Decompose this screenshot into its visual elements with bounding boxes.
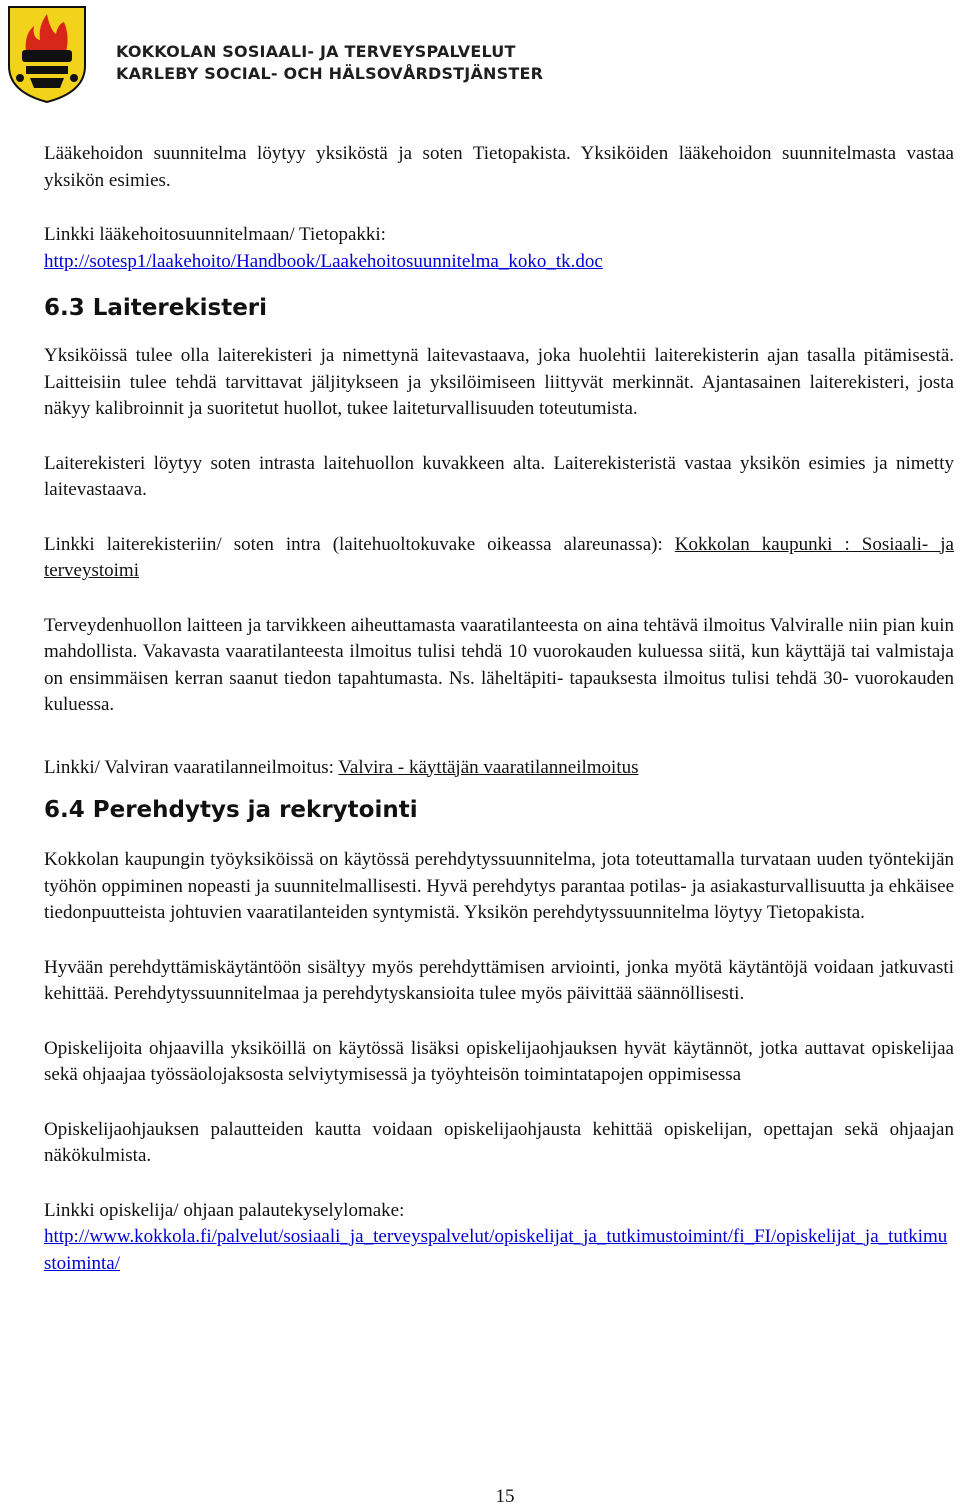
paragraph-incident-reporting: Terveydenhuollon laitteen ja tarvikkeen aiheuttamasta vaaratilanteesta on aina tehtävä ilmoitus Valviralle niin pian kuin mahdollista. Vakavasta vaaratilanteesta ilmoitus tulisi tehdä 10 vuorokauden kuluessa siitä, kun käyttäjä tai valmistaja on ensimmäisen kerran saanut tiedon tapahtumasta. Ns. läheltäpiti- tapauksesta ilmoitus tulisi tehdä 30- vuorokauden kuluessa. bbox=[44, 614, 954, 715]
paragraph-medication-plan-link bbox=[44, 222, 954, 275]
valvira-incident-report-link[interactable]: Valvira - käyttäjän vaaratilanneilmoitus bbox=[338, 756, 639, 778]
paragraph-valvira-link bbox=[44, 755, 954, 782]
paragraph-orientation-evaluation: Hyvään perehdyttämiskäytäntöön sisältyy myös perehdyttämisen arviointi, jonka myötä käytäntöjä voidaan jatkuvasti kehittää. Perehdytyssuunnitelmaa ja perehdytyskansioita tulee myös päivittää säännöllisesti. bbox=[44, 956, 954, 1004]
paragraph-orientation-plan: Kokkolan kaupungin työyksiköissä on käytössä perehdytyssuunnitelma, jota toteuttamalla turvataan uuden työntekijän työhön oppiminen nopeasti ja suunnitelmallisesti. Hyvä perehdytys parantaa potilas- ja asiakasturvallisuutta ja ehkäisee tiedonpuutteista johtuvien vaaratilanteiden syntymistä. Yksikön perehdytyssuunnitelma löytyy Tietopakista. bbox=[44, 849, 954, 923]
page-number: 15 bbox=[495, 1486, 515, 1507]
city-coat-of-arms-logo bbox=[6, 4, 88, 104]
paragraph-medication-plan: Lääkehoidon suunnitelma löytyy yksiköstä ja soten Tietopakista. Yksiköiden lääkehoidon suunnitelmasta vastaa yksikön esimies. bbox=[44, 143, 954, 191]
paragraph-student-guidance: Opiskelijoita ohjaavilla yksiköillä on käytössä lisäksi opiskelijaohjauksen hyvät käytännöt, jotka auttavat opiskelijaa sekä ohjaajaa työssäolojaksosta selviytymisessä ja työyhteisön toimintatapojen oppimisessa bbox=[44, 1037, 954, 1085]
document-body bbox=[44, 141, 954, 1277]
device-register-link[interactable]: Kokkolan kaupunki : Sosiaali- ja terveystoimi bbox=[44, 533, 954, 581]
paragraph-device-register-location: Laiterekisteri löytyy soten intrasta laitehuollon kuvakkeen alta. Laiterekisteristä vastaa yksikön esimies ja nimetty laitevastaava. bbox=[44, 452, 954, 500]
valvira-link-label: Linkki/ Valviran vaaratilanneilmoitus: bbox=[44, 756, 334, 778]
paragraph-device-register-link bbox=[44, 532, 954, 585]
medication-plan-link-label: Linkki lääkehoitosuunnitelmaan/ Tietopakki: bbox=[44, 224, 386, 245]
paragraph-device-register: Yksiköissä tulee olla laiterekisteri ja nimettynä laitevastaava, joka huolehtii laiterekisterin ajan tasalla pitämisestä. Laitteisiin tulee tehdä tarvittavat jäljitykseen ja yksilöimiseen liittyvät merkinnät. Ajantasainen laiterekisteri, josta näkyy kalibroinnit ja suoritetut huollot, tukee laiteturvallisuuden toteutumista. bbox=[44, 345, 954, 419]
feedback-form-link-label: Linkki opiskelija/ ohjaan palautekyselylomake: bbox=[44, 1199, 405, 1221]
organization-name-finnish: KOKKOLAN SOSIAALI- JA TERVEYSPALVELUT bbox=[116, 42, 516, 61]
organization-name-swedish: KARLEBY SOCIAL- OCH HÄLSOVÅRDSTJÄNSTER bbox=[116, 64, 544, 83]
feedback-form-link[interactable]: http://www.kokkola.fi/palvelut/sosiaali_ja_terveyspalvelut/opiskelijat_ja_tutkimustoimint/fi_FI/opiskelijat_ja_tutkimustoiminta/ bbox=[44, 1226, 948, 1274]
section-heading-6-3: 6.3 Laiterekisteri bbox=[44, 295, 268, 321]
section-heading-6-4: 6.4 Perehdytys ja rekrytointi bbox=[44, 797, 418, 823]
page-header bbox=[6, 4, 606, 104]
paragraph-feedback-form-link bbox=[44, 1198, 954, 1278]
organization-name bbox=[116, 41, 543, 85]
paragraph-student-feedback: Opiskelijaohjauksen palautteiden kautta voidaan opiskelijaohjausta kehittää opiskelijan, opettajan sekä ohjaajan näkökulmista. bbox=[44, 1118, 954, 1166]
medication-plan-link[interactable]: http://sotesp1/laakehoito/Handbook/Laakehoitosuunnitelma_koko_tk.doc bbox=[44, 250, 603, 272]
device-register-link-label: Linkki laiterekisteriin/ soten intra (laitehuoltokuvake oikeassa alareunassa): bbox=[44, 533, 663, 555]
